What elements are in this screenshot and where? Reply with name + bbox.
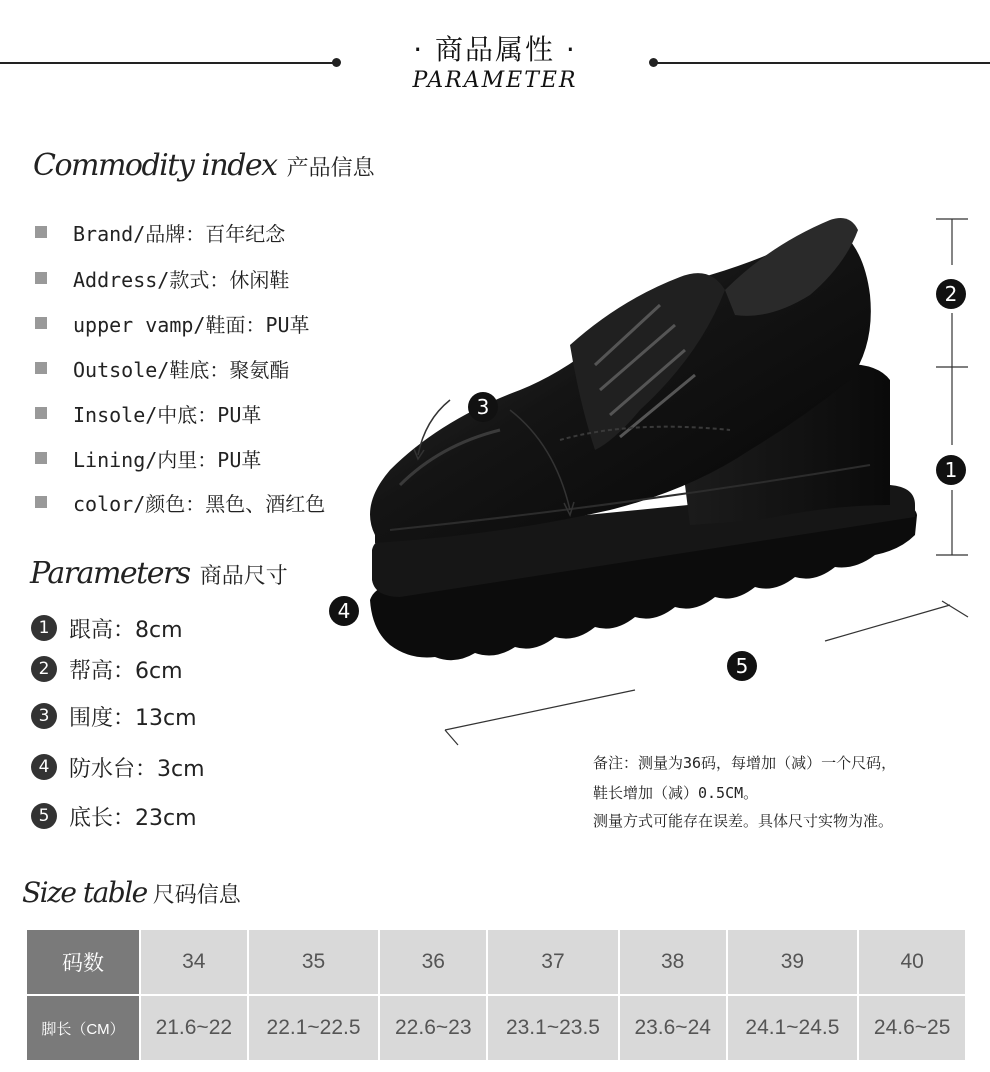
header-dot-right (649, 58, 658, 67)
spec-label: Outsole/鞋底：聚氨酯 (73, 357, 290, 382)
marker-4-icon: 4 (329, 596, 359, 626)
parameters-cn-title: 商品尺寸 (199, 564, 288, 589)
spec-label: Lining/内里：PU革 (73, 447, 262, 472)
marker-2-icon: 2 (936, 279, 966, 309)
param-text: 围度：13cm (69, 705, 197, 731)
number-5-icon: 5 (31, 803, 57, 829)
parameters-heading (30, 556, 288, 591)
spec-item-lining (35, 443, 261, 473)
note-line-3: 测量方式可能存在误差。具体尺寸实物为准。 (593, 812, 894, 830)
param-text: 底长：23cm (69, 805, 197, 831)
spec-item-outsole (35, 353, 289, 383)
size-cell: 39 (728, 930, 858, 994)
number-3-icon: 3 (31, 703, 57, 729)
size-cell: 35 (249, 930, 379, 994)
bullet-icon (35, 272, 47, 284)
spec-item-upper (35, 308, 310, 338)
size-table-cn-title: 尺码信息 (152, 883, 241, 908)
header-line-left (0, 62, 336, 64)
foot-length-cell: 23.6~24 (620, 996, 726, 1060)
foot-length-cell: 22.6~23 (380, 996, 486, 1060)
size-cell: 40 (859, 930, 965, 994)
bullet-icon (35, 317, 47, 329)
size-row-label: 码数 (27, 930, 139, 994)
size-cell: 37 (488, 930, 618, 994)
spec-label: Address/款式：休闲鞋 (73, 267, 290, 292)
foot-length-cell: 23.1~23.5 (488, 996, 618, 1060)
header-line-right (653, 62, 990, 64)
commodity-heading (33, 148, 375, 183)
param-girth (31, 700, 197, 732)
param-upper-height (31, 653, 183, 685)
param-platform (31, 751, 205, 783)
commodity-script-title: Commodity index (33, 148, 277, 183)
number-2-icon: 2 (31, 656, 57, 682)
param-text: 防水台：3cm (69, 756, 205, 782)
bullet-icon (35, 362, 47, 374)
bullet-icon (35, 407, 47, 419)
param-heel-height (31, 612, 183, 644)
foot-length-cell: 24.6~25 (859, 996, 965, 1060)
marker-5-icon: 5 (727, 651, 757, 681)
foot-length-row (27, 996, 965, 1060)
spec-item-style (35, 263, 289, 293)
number-4-icon: 4 (31, 754, 57, 780)
bullet-icon (35, 226, 47, 238)
number-1-icon: 1 (31, 615, 57, 641)
header-subtitle: PARAMETER (412, 68, 578, 93)
marker-1-icon: 1 (936, 455, 966, 485)
spec-label: upper vamp/鞋面：PU革 (73, 312, 310, 337)
size-row (27, 930, 965, 994)
note-line-2: 鞋长增加（减）0.5CM。 (593, 784, 759, 802)
size-cell: 36 (380, 930, 486, 994)
size-table-script-title: Size table (22, 876, 147, 909)
param-text: 跟高：8cm (69, 617, 183, 643)
size-cell: 38 (620, 930, 726, 994)
shoe-image (330, 205, 980, 750)
foot-length-cell: 22.1~22.5 (249, 996, 379, 1060)
size-table (25, 928, 967, 1062)
bullet-icon (35, 496, 47, 508)
spec-item-brand (35, 217, 285, 247)
parameters-script-title: Parameters (30, 556, 190, 591)
foot-length-cell: 24.1~24.5 (728, 996, 858, 1060)
commodity-cn-title: 产品信息 (286, 156, 375, 181)
spec-label: Insole/中底：PU革 (73, 402, 262, 427)
header-title: · 商品属性 · (413, 33, 577, 66)
bullet-icon (35, 452, 47, 464)
size-cell: 34 (141, 930, 247, 994)
note-line-1: 备注：测量为36码，每增加（减）一个尺码， (593, 754, 897, 772)
size-table-heading (22, 876, 241, 909)
param-sole-length (31, 800, 197, 832)
spec-item-insole (35, 398, 261, 428)
foot-length-cell: 21.6~22 (141, 996, 247, 1060)
marker-3-icon: 3 (468, 392, 498, 422)
spec-label: Brand/品牌：百年纪念 (73, 221, 286, 246)
param-text: 帮高：6cm (69, 658, 183, 684)
spec-label: color/颜色：黑色、酒红色 (73, 491, 326, 516)
spec-item-color (35, 487, 325, 517)
foot-length-row-label: 脚长（CM） (27, 996, 139, 1060)
